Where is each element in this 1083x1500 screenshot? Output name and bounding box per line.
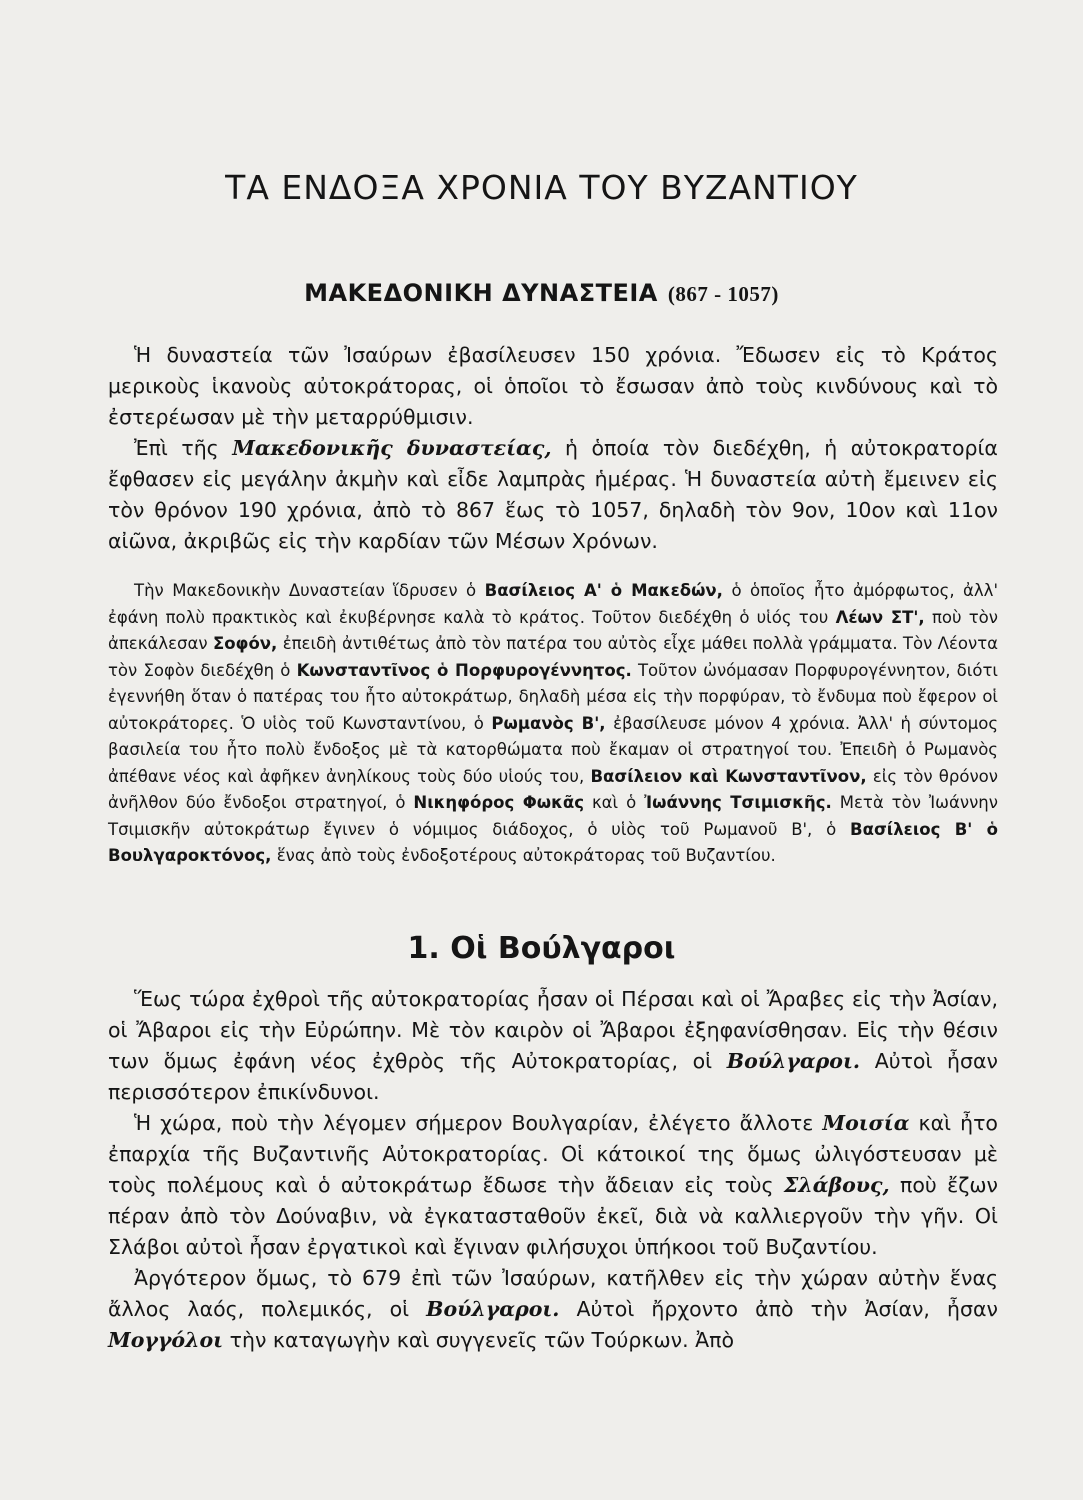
key-term-bulgars: Βούλγαροι. — [726, 1049, 861, 1073]
text-run: ἕνας ἀπὸ τοὺς ἐνδοξοτέρους αὐτοκράτορας τοῦ Βυζαντίου. — [276, 846, 776, 865]
emperor-name: Λέων ΣΤ', — [835, 607, 925, 627]
emperor-name: Νικηφόρος Φωκᾶς — [413, 793, 584, 812]
bulgars-section — [108, 984, 998, 1356]
bulgars-paragraph-2 — [108, 1108, 998, 1263]
key-term-macedonian-dynasty: Μακεδονικῆς δυναστείας, — [232, 436, 552, 460]
text-run: εἰς τὸν θρόνον ἀνῆλθον δύο ἔνδοξοι στρατηγοί, ὁ — [108, 766, 998, 812]
section-heading-bulgars: 1. Οἱ Βούλγαροι — [407, 931, 676, 966]
emperor-name: Βασίλειον καὶ Κωνσταντῖνον, — [590, 766, 867, 786]
emperor-name: Βασίλειος Α' ὁ Μακεδών, — [484, 581, 723, 600]
emperors-paragraph — [108, 578, 998, 870]
text-run: ὁ ὁποῖος ἦτο ἀμόρφωτος, ἀλλ' ἐφάνη πολὺ πρακτικὸς καὶ ἐκυβέρνησε καλὰ τὸ κράτος. Τοῦτον διεδέχθη ὁ υἱός του — [108, 581, 998, 627]
intro-section — [108, 340, 998, 557]
text-run: Ἐπὶ τῆς — [134, 436, 219, 460]
key-term-bulgars: Βούλγαροι. — [426, 1297, 560, 1321]
text-run: Ἕως τώρα ἐχθροὶ τῆς αὐτοκρατορίας ἦσαν οἱ Πέρσαι καὶ οἱ Ἄραβες εἰς τὴν Ἀσίαν, οἱ Ἄβαροι εἰς τὴν Εὐρώπην. Μὲ τὸν καιρὸν οἱ Ἄβαροι ἐξηφανίσθησαν. Εἰς τὴν θέσιν των ὅμως ἐφάνη νέος ἐχθρὸς τῆς Αὐτοκρατορίας, οἱ — [108, 987, 998, 1073]
bulgars-paragraph-1 — [108, 984, 998, 1108]
text-run: Μετὰ τὸν Ἰωάννην Τσιμισκῆν αὐτοκράτωρ ἔγινεν ὁ νόμιμος διάδοχος, ὁ υἱὸς τοῦ Ρωμανοῦ Β', ὁ — [108, 793, 998, 839]
epithet: Σοφόν, — [212, 634, 278, 653]
text-run: καὶ ἦτο ἐπαρχία τῆς Βυζαντινῆς Αὐτοκρατορίας. Οἱ κάτοικοί της ὅμως ὠλιγόστευσαν μὲ τοὺς πολέμους καὶ ὁ αὐτοκράτωρ ἔδωσε τὴν ἄδειαν εἰς τοὺς — [108, 1111, 998, 1197]
text-run: Τοῦτον ὠνόμασαν Πορφυρογέννητον, διότι ἐγεννήθη ὅταν ὁ πατέρας του ἦτο αὐτοκράτωρ, δηλαδὴ μέσα εἰς τὴν πορφύραν, τὸ ἔνδυμα ποὺ ἔφερον οἱ αὐτοκράτορες. Ὁ υἱὸς τοῦ Κωνσταντίνου, ὁ — [108, 660, 998, 733]
text-run: Ἀργότερον ὅμως, τὸ 679 ἐπὶ τῶν Ἰσαύρων, κατῆλθεν εἰς τὴν χώραν αὐτὴν ἕνας ἄλλος λαός, πολεμικός, οἱ — [108, 1266, 998, 1321]
text-run: Τὴν Μακεδονικὴν Δυναστείαν ἵδρυσεν ὁ — [134, 581, 477, 600]
text-run: τὴν καταγωγὴν καὶ συγγενεῖς τῶν Τούρκων. Ἀπὸ — [229, 1328, 735, 1352]
emperor-name: Κωνσταντῖνος ὁ Πορφυρογέννητος. — [296, 660, 632, 680]
intro-paragraph-2 — [108, 433, 998, 557]
text-run: ποὺ ἔζων πέραν ἀπὸ τὸν Δούναβιν, νὰ ἐγκατασταθοῦν ἐκεῖ, διὰ νὰ καλλιεργοῦν τὴν γῆν. Οἱ Σλάβοι αὐτοὶ ἦσαν ἐργατικοὶ καὶ ἔγιναν φιλήσυχοι ὑπήκοοι τοῦ Βυζαντίου. — [108, 1173, 998, 1259]
dynasty-name: ΜΑΚΕΔΟΝΙΚΗ ΔΥΝΑΣΤΕΙΑ — [304, 279, 658, 307]
key-term-mongols: Μογγόλοι — [108, 1328, 224, 1352]
text-run: ἡ ὁποία τὸν διεδέχθη, ἡ αὐτοκρατορία ἔφθασεν εἰς μεγάλην ἀκμὴν καὶ εἶδε λαμπρὰς ἡμέρας. Ἡ δυναστεία αὐτὴ ἔμεινεν εἰς τὸν θρόνον 190 χρόνια, ἀπὸ τὸ 867 ἕως τὸ 1057, δηλαδὴ τὸν 9ον, 10ον καὶ 11ον αἰῶνα, ἀκριβῶς εἰς τὴν καρδίαν τῶν Μέσων Χρόνων. — [108, 436, 998, 553]
emperor-name: Βασίλειος Β' ὁ Βουλγαροκτόνος, — [108, 819, 998, 865]
key-term-moesia: Μοισία — [822, 1111, 910, 1135]
intro-paragraph-1: Ἡ δυναστεία τῶν Ἰσαύρων ἐβασίλευσεν 150 χρόνια. Ἔδωσεν εἰς τὸ Κράτος μερικοὺς ἱκανοὺς αὐτοκράτορας, οἱ ὁποῖοι τὸ ἔσωσαν ἀπὸ τοὺς κινδύνους καὶ τὸ ἐστερέωσαν μὲ τὴν μεταρρύθμισιν. — [108, 343, 998, 429]
bulgars-paragraph-3 — [108, 1263, 998, 1356]
emperor-name: Ρωμανὸς Β', — [491, 713, 606, 733]
page-title: ΤΑ ΕΝΔΟΞΑ ΧΡΟΝΙΑ ΤΟΥ ΒΥΖΑΝΤΙΟΥ — [225, 168, 858, 207]
text-run: Αὐτοὶ ἤρχοντο ἀπὸ τὴν Ἀσίαν, ἦσαν — [576, 1297, 998, 1321]
text-run: Ἡ χώρα, ποὺ τὴν λέγομεν σήμερον Βουλγαρίαν, ἐλέγετο ἄλλοτε — [134, 1111, 814, 1135]
text-run: ποὺ τὸν ἀπεκάλεσαν — [108, 607, 998, 653]
dynasty-heading — [0, 276, 1083, 311]
text-run: ἐπειδὴ ἀντιθέτως ἀπὸ τὸν πατέρα του αὐτὸς εἶχε μάθει πολλὰ γράμματα. Τὸν Λέοντα τὸν Σοφὸν διεδέχθη ὁ — [108, 634, 999, 680]
text-run: ἐβασίλευσε μόνον 4 χρόνια. Ἀλλ' ἡ σύντομος βασιλεία του ἦτο πολὺ ἔνδοξος μὲ τὰ κατορθώματα ποὺ ἔκαμαν οἱ στρατηγοί του. Ἐπειδὴ ὁ Ρωμανὸς ἀπέθανε νέος καὶ ἀφῆκεν ἀνηλίκους τοὺς δύο υἱούς του, — [108, 713, 999, 786]
dynasty-dates: (867 - 1057) — [667, 282, 779, 306]
text-run: καὶ ὁ — [591, 793, 637, 812]
emperors-summary — [108, 578, 998, 870]
text-run: Αὐτοὶ ἦσαν περισσότερον ἐπικίνδυνοι. — [108, 1049, 998, 1104]
key-term-slavs: Σλάβους, — [783, 1173, 890, 1197]
emperor-name: Ἰωάννης Τσιμισκῆς. — [644, 793, 832, 812]
